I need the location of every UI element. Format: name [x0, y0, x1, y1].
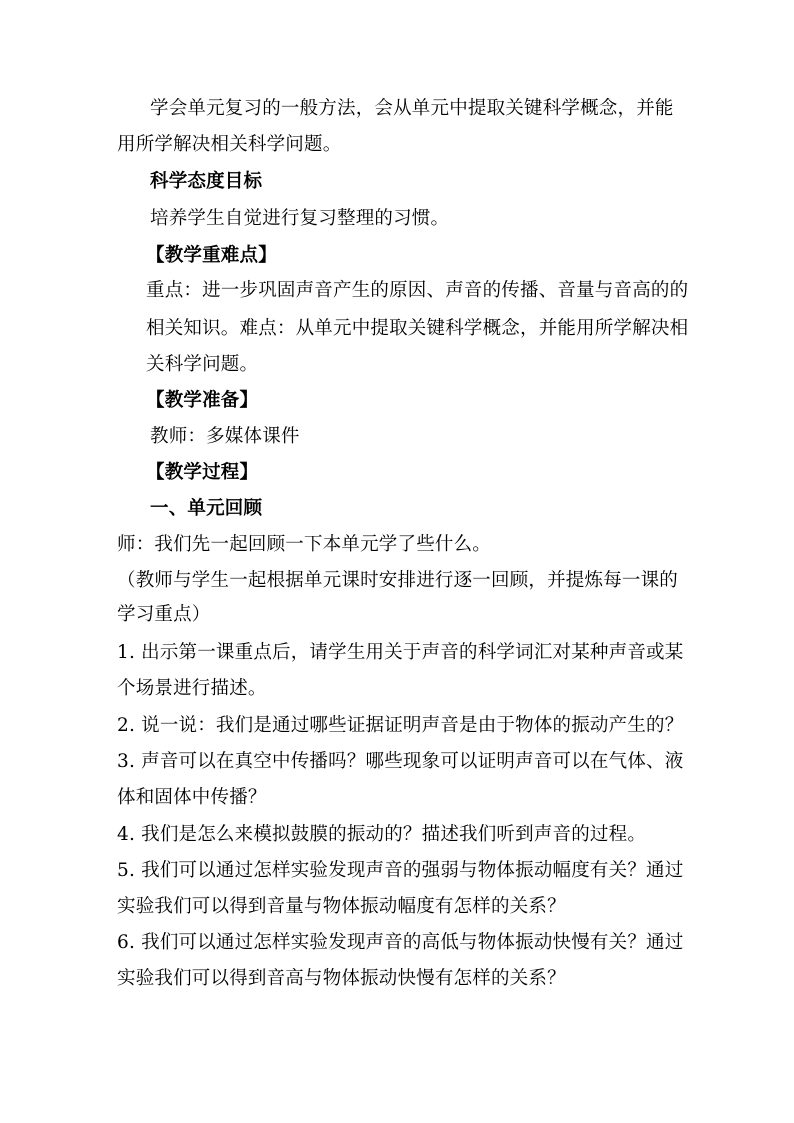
list-item-line: 2. 说一说：我们是通过哪些证据证明声音是由于物体的振动产生的？: [117, 715, 684, 736]
list-item-line: 1. 出示第一课重点后，请学生用关于声音的科学词汇对某种声音或某: [117, 642, 684, 663]
paragraph-line: 重点：进一步巩固声音产生的原因、声音的传播、音量与音高的的: [146, 280, 689, 301]
paragraph-line: 师：我们先一起回顾一下本单元学了些什么。: [117, 534, 492, 555]
list-item-line: 6. 我们可以通过怎样实验发现声音的高低与物体振动快慢有关？通过: [117, 932, 684, 953]
list-item-line: 实验我们可以得到音高与物体振动快慢有怎样的关系？: [117, 968, 566, 989]
section-heading: 【教学重难点】: [146, 245, 277, 266]
paragraph-line: 学习重点）: [117, 604, 211, 625]
section-heading: 科学态度目标: [150, 171, 263, 192]
paragraph-line: 关科学问题。: [146, 354, 259, 375]
list-item-line: 3. 声音可以在真空中传播吗？哪些现象可以证明声音可以在气体、液: [117, 751, 684, 772]
paragraph-line: （教师与学生一起根据单元课时安排进行逐一回顾，并提炼每一课的: [117, 570, 679, 591]
list-item-line: 实验我们可以得到音量与物体振动幅度有怎样的关系？: [117, 896, 566, 917]
list-item-line: 个场景进行描述。: [117, 678, 267, 699]
list-item-line: 5. 我们可以通过怎样实验发现声音的强弱与物体振动幅度有关？通过: [117, 860, 684, 881]
paragraph-line: 教师：多媒体课件: [150, 426, 300, 447]
paragraph-line: 用所学解决相关科学问题。: [117, 134, 342, 155]
paragraph-line: 培养学生自觉进行复习整理的习惯。: [150, 208, 450, 229]
section-heading: 一、单元回顾: [150, 498, 263, 519]
paragraph-line: 学会单元复习的一般方法，会从单元中提取关键科学概念，并能: [150, 98, 674, 119]
list-item-line: 4. 我们是怎么来模拟鼓膜的振动的？描述我们听到声音的过程。: [117, 824, 647, 845]
paragraph-line: 相关知识。难点：从单元中提取关键科学概念，并能用所学解决相: [146, 318, 689, 339]
section-heading: 【教学准备】: [146, 390, 259, 411]
list-item-line: 体和固体中传播？: [117, 787, 267, 808]
section-heading: 【教学过程】: [146, 462, 259, 483]
